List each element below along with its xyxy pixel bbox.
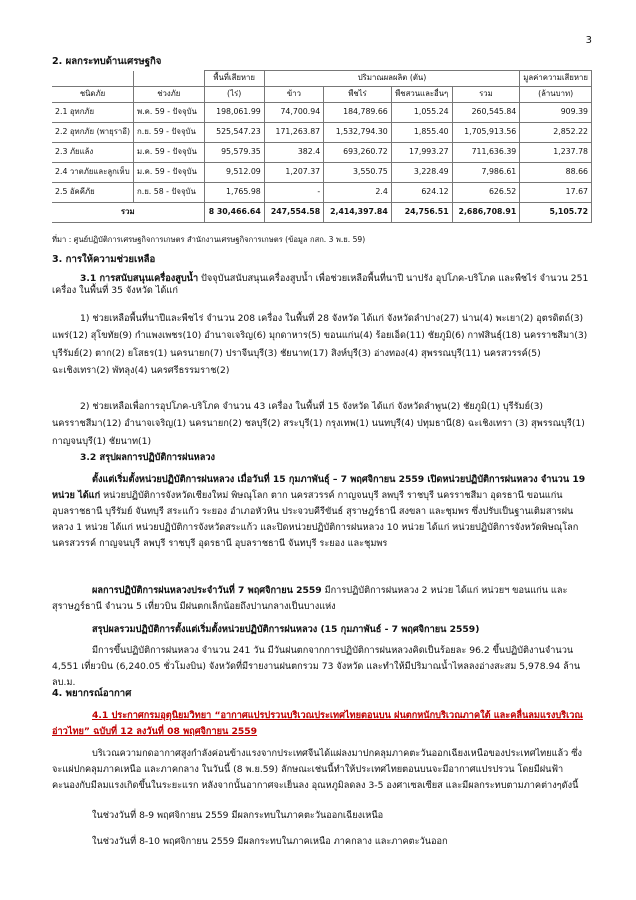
table-row: 2.3 ภัยแล้ง ม.ค. 59 - ปัจจุบัน 95,579.35 382.4 693,260.72 17,993.27 711,636.39 1,237.78 bbox=[52, 143, 592, 163]
header-period: ช่วงภัย bbox=[134, 87, 205, 103]
header-value-group: มูลค่าความเสียหาย bbox=[520, 71, 592, 87]
section-3-1-paragraph: 3.1 การสนับสนุนเครื่องสูบน้ำ ปัจจุบันสนับสนุนเครื่องสูบน้ำ เพื่อช่วยเหลือพื้นที่นาปี นาปรัง อุปโภค-บริโภค และพืชไร่ จำนวน 251 เครื่อง ในพื้นที่ 35 จังหวัด ได้แก่ bbox=[52, 273, 589, 296]
table-header-row bbox=[52, 71, 592, 87]
table-row: 2.4 วาตภัยและลูกเห็บ ม.ค. 59 - ปัจจุบัน 9,512.09 1,207.37 3,550.75 3,228.49 7,986.61 88.66 bbox=[52, 163, 592, 183]
weather-impact-line-2: ในช่วงวันที่ 8-10 พฤศจิกายน 2559 มีผลกระทบในภาคเหนือ ภาคกลาง และภาคตะวันออก bbox=[92, 836, 448, 847]
header-area-unit: (ไร่) bbox=[204, 87, 264, 103]
royal-rain-daily-paragraph: ผลการปฏิบัติการฝนหลวงประจำวันที่ 7 พฤศจิกายน 2559 มีการปฏิบัติการฝนหลวง 2 หน่วย ได้แก่ หน่วยฯ ขอนแก่น และสุราษฎร์ธานี จำนวน 5 เที่ยวบิน มีฝนตกเล็กน้อยถึงปานกลางเป็นบางแห่ง bbox=[52, 585, 568, 613]
header-sum: รวม bbox=[452, 87, 520, 103]
section3-title: 3. การให้ความช่วยเหลือ bbox=[52, 254, 156, 265]
weather-impact-line-1: ในช่วงวันที่ 8-9 พฤศจิกายน 2559 มีผลกระทบในภาคตะวันออกเฉียงเหนือ bbox=[92, 810, 384, 821]
header-garden-crops: พืชสวนและอื่นๆ bbox=[391, 87, 452, 103]
section4-title: 4. พยากรณ์อากาศ bbox=[52, 688, 132, 699]
pump-list-item-1: 1) ช่วยเหลือพื้นที่นาปีและพืชไร่ จำนวน 208 เครื่อง ในพื้นที่ 28 จังหวัด ได้แก่ จังหวัดลำปาง(27) น่าน(4) พะเยา(2) อุตรดิตถ์(3) แพร่(12) สุโขทัย(9) กำแพงเพชร(10) อำนาจเจริญ(6) มุกดาหาร(5) ขอนแก่น(4) ร้อยเอ็ด(11) ชัยภูมิ(6) กาฬสินธุ์(18) นครราชสีมา(3) บุรีรัมย์(2) ตาก(2) ยโสธร(1) นครนายก(7) ปราจีนบุรี(3) ชัยนาท(17) สิงห์บุรี(3) อ่างทอง(4) สุพรรณบุรี(11) นครสวรรค์(5) ฉะเชิงเทรา(2) พัทลุง(4) นครศรีธรรมราช(2) bbox=[52, 313, 588, 377]
table-source-note: ที่มา : ศูนย์ปฏิบัติการเศรษฐกิจการเกษตร สำนักงานเศรษฐกิจการเกษตร (ข้อมูล กสก. 3 พ.ย. 59) bbox=[52, 235, 366, 244]
page-number: 3 bbox=[585, 35, 592, 46]
section-3-2-heading: 3.2 สรุปผลการปฏิบัติการฝนหลวง bbox=[80, 452, 215, 463]
royal-rain-units-paragraph: ตั้งแต่เริ่มตั้งหน่วยปฏิบัติการฝนหลวง เมื่อวันที่ 15 กุมภาพันธุ์ – 7 พฤศจิกายน 2559 เปิดหน่วยปฏิบัติการฝนหลวง จำนวน 19 หน่วย ได้แก่ หน่วยปฏิบัติการจังหวัดเชียงใหม่ พิษณุโลก ตาก นครสวรรค์ กาญจนบุรี ลพบุรี ราชบุรี นครราชสีมา อุดรธานี ขอนแก่น อุบลราชธานี บุรีรัมย์ จันทบุรี สระแก้ว ระยอง อำเภอหัวหิน ประจวบคีรีขันธ์ สุราษฎร์ธานี สงขลา และชุมพร ซึ่งปรับเป็นฐานเติมสารฝนหลวง 1 หน่วย ได้แก่ หน่วยปฏิบัติการจังหวัดสระแก้ว และปิดหน่วยปฏิบัติการฝนหลวง 10 หน่วย ได้แก่ หน่วยปฏิบัติการจังหวัดพิษณุโลก นครสวรรค์ กาญจนบุรี ลพบุรี ราชบุรี อุดรธานี อุบลราชธานี จันทบุรี ระยอง และชุมพร bbox=[52, 474, 586, 550]
header-rice: ข้าว bbox=[264, 87, 323, 103]
header-hazard: ชนิดภัย bbox=[52, 87, 134, 103]
table-row: 2.1 อุทกภัย พ.ค. 59 - ปัจจุบัน 198,061.99 74,700.94 184,789.66 1,055.24 260,545.84 909.39 bbox=[52, 103, 592, 123]
section2-title: 2. ผลกระทบด้านเศรษฐกิจ bbox=[52, 56, 162, 67]
weather-announcement-title: 4.1 ประกาศกรมอุตุนิยมวิทยา “อากาศแปรปรวนบริเวณประเทศไทยตอนบน ฝนตกหนักบริเวณภาคใต้ และคลื่นลมแรงบริเวณอ่าวไทย” ฉบับที่ 12 ลงวันที่ 08 พฤศจิกายน 2559 bbox=[52, 710, 583, 738]
table-total-row: รวม 8 30,466.64 247,554.58 2,414,397.84 24,756.51 2,686,708.91 5,105.72 bbox=[52, 203, 592, 223]
table-subheader-row bbox=[52, 87, 592, 103]
pump-list-item-2: 2) ช่วยเหลือเพื่อการอุปโภค-บริโภค จำนวน 43 เครื่อง ในพื้นที่ 15 จังหวัด ได้แก่ จังหวัดลำพูน(2) ชัยภูมิ(1) บุรีรัมย์(3) นครราชสีมา(12) อำนาจเจริญ(1) นครนายก(2) ชลบุรี(2) สระบุรี(1) กรุงเทพ(1) นนทบุรี(4) ปทุมธานี(8) ฉะเชิงเทรา (3) สุพรรณบุรี(1) กาญจนบุรี(1) ชัยนาท(1) bbox=[52, 401, 585, 447]
royal-rain-summary-heading: สรุปผลรวมปฏิบัติการตั้งแต่เริ่มตั้งหน่วยปฏิบัติการฝนหลวง (15 กุมภาพันธ์ - 7 พฤศจิกายน 2559) bbox=[92, 624, 480, 635]
header-output-group: ปริมาณผลผลิต (ตัน) bbox=[264, 71, 519, 87]
damage-table bbox=[52, 70, 592, 223]
section-3-1-heading: 3.1 การสนับสนุนเครื่องสูบน้ำ bbox=[80, 273, 199, 284]
weather-announcement-body: บริเวณความกดอากาศสูงกำลังค่อนข้างแรงจากประเทศจีนได้แผ่ลงมาปกคลุมภาคตะวันออกเฉียงเหนือของประเทศไทยแล้ว ซึ่งจะแผ่ปกคลุมภาคเหนือ และภาคกลาง ในวันนี้ (8 พ.ย.59) ลักษณะเช่นนี้ทำให้ประเทศไทยตอนบนจะมีอากาศแปรปรวน โดยมีฝนฟ้าคะนองกับมีลมแรงเกิดขึ้นในระยะแรก หลังจากนั้นอากาศจะเย็นลง อุณหภูมิลดลง 3-5 องศาเซลเซียส และมีผลกระทบตามภาคต่างๆดังนี้ bbox=[52, 748, 582, 792]
table-row: 2.2 อุทกภัย (พายุราอี) ก.ย. 59 - ปัจจุบัน 525,547.23 171,263.87 1,532,794.30 1,855.40 1,705,913.56 2,852.22 bbox=[52, 123, 592, 143]
royal-rain-summary-paragraph: มีการขึ้นปฏิบัติการฝนหลวง จำนวน 241 วัน มีวันฝนตกจากการปฏิบัติการฝนหลวงคิดเป็นร้อยละ 96.2 ขึ้นปฏิบัติงานจำนวน 4,551 เที่ยวบิน (6,240.05 ชั่วโมงบิน) จังหวัดที่มีรายงานฝนตกรวม 73 จังหวัด และทำให้มีปริมาณน้ำไหลลงอ่างสะสม 5,978.94 ล้าน ลบ.ม. bbox=[52, 645, 581, 689]
header-area-group: พื้นที่เสียหาย bbox=[204, 71, 264, 87]
header-value-unit: (ล้านบาท) bbox=[520, 87, 592, 103]
header-field-crops: พืชไร่ bbox=[324, 87, 392, 103]
table-row: 2.5 อัคคีภัย ก.ย. 58 - ปัจจุบัน 1,765.98 - 2.4 624.12 626.52 17.67 bbox=[52, 183, 592, 203]
